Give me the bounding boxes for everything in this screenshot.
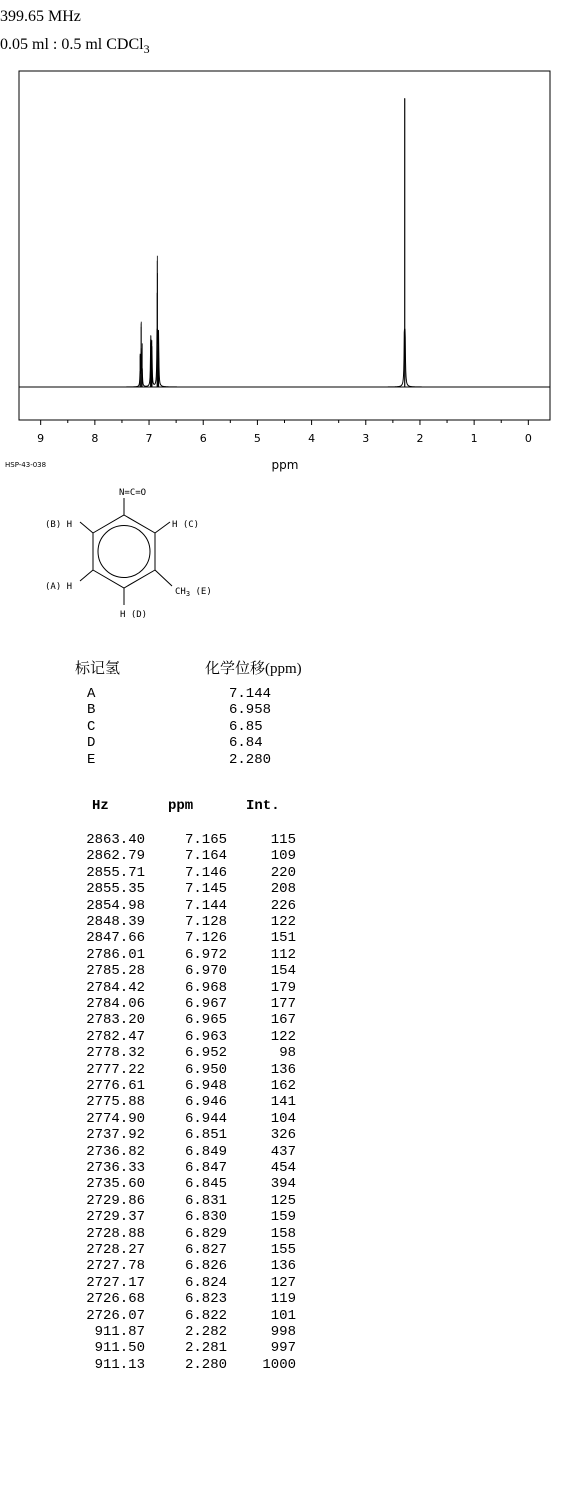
assignment-shift: 6.85 bbox=[229, 718, 263, 735]
peak-hz: 2727.17 bbox=[86, 1274, 145, 1291]
peak-ppm: 7.126 bbox=[184, 930, 227, 947]
peak-intensity: 136 bbox=[270, 1061, 296, 1078]
x-tick-label: 3 bbox=[362, 432, 370, 445]
assignment-label: E bbox=[87, 751, 96, 768]
peak-ppm: 6.965 bbox=[184, 1012, 227, 1029]
peak-ppm: 6.822 bbox=[184, 1307, 227, 1324]
assignment-label: D bbox=[87, 735, 96, 752]
x-axis-label: ppm bbox=[271, 458, 299, 472]
proton-d-label: H (D) bbox=[120, 610, 148, 620]
peak-ppm: 6.944 bbox=[184, 1110, 227, 1127]
x-tick-label: 1 bbox=[470, 432, 478, 445]
peak-ppm: 6.847 bbox=[184, 1160, 227, 1176]
peak-hz: 2786.01 bbox=[86, 946, 145, 963]
peak-intensity: 119 bbox=[270, 1291, 296, 1308]
peak-ppm: 6.968 bbox=[184, 979, 227, 996]
peak-hz: 2729.86 bbox=[86, 1192, 145, 1209]
peak-hz: 2727.78 bbox=[86, 1258, 145, 1275]
peak-hz: 2785.28 bbox=[86, 963, 145, 980]
peak-intensity: 997 bbox=[270, 1340, 296, 1357]
assignment-label: A bbox=[87, 686, 96, 702]
spectrum-code: HSP-43-038 bbox=[5, 461, 47, 469]
peak-hz: 2778.32 bbox=[86, 1045, 145, 1062]
peak-intensity: 151 bbox=[270, 930, 296, 947]
assignment-shift: 6.84 bbox=[229, 735, 263, 752]
peak-intensity: 162 bbox=[270, 1078, 296, 1094]
peak-ppm: 6.845 bbox=[184, 1176, 227, 1193]
peak-intensity: 208 bbox=[270, 881, 296, 898]
x-tick-label: 0 bbox=[524, 432, 532, 445]
int-column-header: Int. bbox=[246, 798, 280, 814]
peak-hz: 2862.79 bbox=[86, 848, 145, 865]
peak-intensity: 109 bbox=[270, 848, 296, 865]
shift-column-header: 化学位移(ppm) bbox=[205, 661, 302, 677]
hz-column-header: Hz bbox=[92, 798, 109, 814]
peak-ppm: 6.831 bbox=[184, 1192, 227, 1209]
peak-hz: 2775.88 bbox=[86, 1094, 145, 1111]
x-tick-label: 2 bbox=[416, 432, 424, 445]
peak-hz: 911.13 bbox=[94, 1356, 145, 1373]
spectrum-trace bbox=[20, 329, 549, 387]
peak-intensity: 158 bbox=[270, 1225, 296, 1242]
peak-hz: 2863.40 bbox=[86, 832, 145, 848]
proton-a-label: (A) H bbox=[45, 582, 73, 592]
peak-intensity: 159 bbox=[270, 1209, 296, 1226]
peak-hz: 911.87 bbox=[94, 1324, 145, 1340]
peak-intensity: 326 bbox=[270, 1127, 296, 1144]
peak-ppm: 7.144 bbox=[184, 897, 227, 914]
peak-ppm: 6.829 bbox=[184, 1225, 227, 1242]
peak-ppm: 6.948 bbox=[184, 1078, 227, 1094]
solvent-prefix: 0.05 ml : 0.5 ml CDCl bbox=[0, 36, 144, 53]
x-tick-label: 4 bbox=[308, 432, 316, 445]
peak-intensity: 220 bbox=[270, 864, 296, 881]
peak-intensity: 136 bbox=[270, 1258, 296, 1275]
peak-hz: 2735.60 bbox=[86, 1176, 145, 1193]
x-tick-label: 7 bbox=[145, 432, 153, 445]
peak-ppm: 6.830 bbox=[184, 1209, 227, 1226]
peak-hz: 2783.20 bbox=[86, 1012, 145, 1029]
peak-ppm: 7.145 bbox=[184, 881, 227, 898]
peak-hz: 2855.35 bbox=[86, 881, 145, 898]
peak-intensity: 127 bbox=[270, 1274, 296, 1291]
methyl-suffix: (E) bbox=[190, 587, 212, 597]
peak-intensity: 155 bbox=[270, 1242, 296, 1258]
peak-ppm: 6.827 bbox=[184, 1242, 227, 1258]
peak-intensity: 154 bbox=[270, 963, 296, 980]
peak-ppm: 6.972 bbox=[184, 946, 227, 963]
x-tick-label: 6 bbox=[199, 432, 207, 445]
peak-ppm: 6.824 bbox=[184, 1274, 227, 1291]
peak-hz: 2729.37 bbox=[86, 1209, 145, 1226]
peak-intensity: 98 bbox=[279, 1045, 296, 1062]
peak-hz: 2774.90 bbox=[86, 1110, 145, 1127]
methyl-subscript: 3 bbox=[185, 590, 191, 598]
peak-intensity: 125 bbox=[270, 1192, 296, 1209]
peak-ppm: 6.826 bbox=[184, 1258, 227, 1275]
peak-hz: 2855.71 bbox=[86, 864, 145, 881]
peak-intensity: 104 bbox=[270, 1110, 296, 1127]
peak-ppm: 6.823 bbox=[184, 1291, 227, 1308]
methyl-prefix: CH bbox=[175, 587, 186, 597]
peak-ppm: 6.967 bbox=[184, 996, 227, 1012]
assignment-shift: 7.144 bbox=[229, 686, 272, 702]
peak-hz: 2776.61 bbox=[86, 1078, 145, 1094]
plot-frame bbox=[19, 71, 550, 420]
peak-intensity: 998 bbox=[270, 1324, 296, 1340]
solvent-subscript: 3 bbox=[143, 42, 150, 57]
peak-ppm: 7.146 bbox=[184, 864, 227, 881]
peak-hz: 2854.98 bbox=[86, 897, 145, 914]
peak-intensity: 394 bbox=[270, 1176, 296, 1193]
peak-hz: 2736.33 bbox=[86, 1160, 145, 1176]
peak-intensity: 177 bbox=[270, 996, 296, 1012]
peak-hz: 2726.07 bbox=[86, 1307, 145, 1324]
peak-hz: 2848.39 bbox=[86, 914, 145, 930]
benzene-ring bbox=[93, 515, 155, 588]
proton-c-label: H (C) bbox=[172, 520, 200, 530]
peak-ppm: 7.165 bbox=[184, 832, 227, 848]
spectrometer-frequency: 399.65 MHz bbox=[0, 8, 81, 25]
peak-intensity: 122 bbox=[270, 1028, 296, 1045]
peak-intensity: 141 bbox=[270, 1094, 296, 1111]
peak-hz: 2777.22 bbox=[86, 1061, 145, 1078]
peak-ppm: 6.849 bbox=[184, 1143, 227, 1160]
peak-ppm: 7.164 bbox=[184, 848, 227, 865]
peak-hz: 2737.92 bbox=[86, 1127, 145, 1144]
peak-hz: 911.50 bbox=[94, 1340, 145, 1357]
proton-b-label: (B) H bbox=[45, 520, 73, 530]
peak-intensity: 226 bbox=[270, 897, 296, 914]
assignment-label: C bbox=[87, 718, 96, 735]
peak-intensity: 112 bbox=[270, 946, 296, 963]
peak-hz: 2847.66 bbox=[86, 930, 145, 947]
peak-hz: 2784.06 bbox=[86, 996, 145, 1012]
peak-intensity: 454 bbox=[270, 1160, 296, 1176]
peak-intensity: 1000 bbox=[262, 1356, 296, 1373]
peak-ppm: 6.963 bbox=[184, 1028, 227, 1045]
peak-hz: 2728.88 bbox=[86, 1225, 145, 1242]
label-column-header: 标记氢 bbox=[75, 661, 121, 677]
peak-ppm: 2.281 bbox=[184, 1340, 227, 1357]
peak-ppm: 6.950 bbox=[184, 1061, 227, 1078]
peak-intensity: 101 bbox=[270, 1307, 296, 1324]
peak-hz: 2782.47 bbox=[86, 1028, 145, 1045]
peak-hz: 2736.82 bbox=[86, 1143, 145, 1160]
assignment-shift: 2.280 bbox=[229, 751, 272, 768]
peak-ppm: 2.282 bbox=[184, 1324, 227, 1340]
substituent-bonds bbox=[80, 498, 172, 605]
peak-ppm: 6.970 bbox=[184, 963, 227, 980]
x-tick-label: 9 bbox=[37, 432, 45, 445]
nmr-spectrum-chart bbox=[0, 0, 570, 480]
peak-intensity: 167 bbox=[270, 1012, 296, 1029]
peak-ppm: 6.851 bbox=[184, 1127, 227, 1144]
peak-ppm: 6.946 bbox=[184, 1094, 227, 1111]
chemical-structure bbox=[0, 480, 300, 655]
assignment-label: B bbox=[87, 702, 96, 719]
peak-ppm: 6.952 bbox=[184, 1045, 227, 1062]
peak-intensity: 122 bbox=[270, 914, 296, 930]
peak-intensity: 179 bbox=[270, 979, 296, 996]
assignment-shift: 6.958 bbox=[229, 702, 272, 719]
peak-hz: 2726.68 bbox=[86, 1291, 145, 1308]
x-axis-ticks bbox=[37, 420, 532, 445]
peak-hz: 2728.27 bbox=[86, 1242, 145, 1258]
peak-intensity: 115 bbox=[270, 832, 296, 848]
peak-intensity: 437 bbox=[270, 1143, 296, 1160]
isocyanate-label: N=C=O bbox=[119, 488, 147, 498]
ppm-column-header: ppm bbox=[168, 798, 194, 814]
proton-e-label bbox=[175, 587, 212, 598]
x-tick-label: 8 bbox=[91, 432, 99, 445]
peak-ppm: 2.280 bbox=[184, 1356, 227, 1373]
peak-ppm: 7.128 bbox=[184, 914, 227, 930]
x-tick-label: 5 bbox=[253, 432, 261, 445]
peak-hz: 2784.42 bbox=[86, 979, 145, 996]
peak-lines bbox=[140, 98, 405, 387]
